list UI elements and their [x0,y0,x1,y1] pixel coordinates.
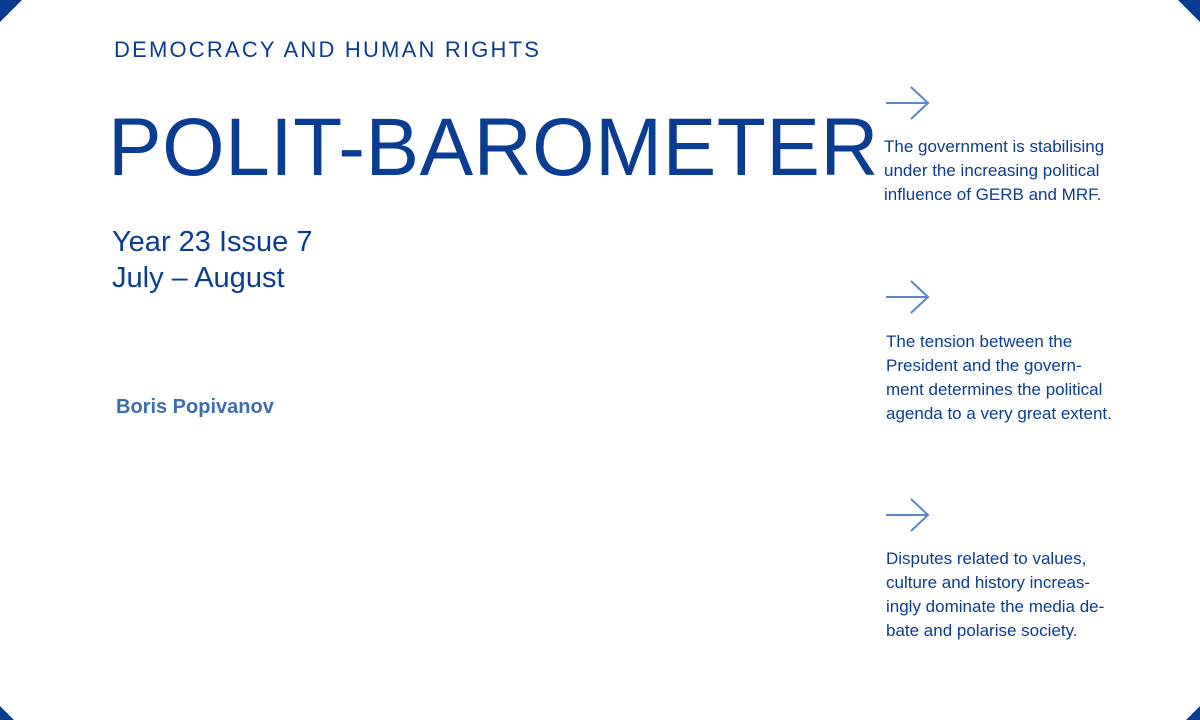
corner-decoration-top-left [0,0,22,22]
key-point-line: President and the govern- [886,356,1082,375]
key-point-line: The government is stabilising [884,137,1105,156]
author-name: Boris Popivanov [116,396,274,418]
corner-decoration-bottom-left [0,706,14,720]
arrow-right-icon [884,84,932,122]
issue-number: Year 23 Issue 7 [112,226,313,258]
page-title: POLIT-BAROMETER [108,102,879,193]
key-point-line: influence of GERB and MRF. [884,185,1102,204]
key-point-1 [884,84,1184,207]
key-point-line: bate and polarise society. [886,621,1078,640]
issue-period: July – August [112,262,285,294]
key-point-text [886,547,1184,643]
key-point-text [886,330,1184,426]
key-point-line: ingly dominate the media de- [886,597,1105,616]
key-point-line: culture and history increas- [886,573,1091,592]
key-point-line: under the increasing political [884,161,1100,180]
corner-decoration-bottom-right [1186,706,1200,720]
key-point-line: Disputes related to values, [886,549,1087,568]
issue-info [112,224,312,296]
key-point-3 [884,496,1184,643]
corner-decoration-top-right [1178,0,1200,22]
key-point-text [884,135,1184,207]
key-point-line: The tension between the [886,332,1073,351]
key-point-2 [884,278,1184,426]
series-label: DEMOCRACY AND HUMAN RIGHTS [114,37,542,62]
key-point-line: ment determines the political [886,380,1103,399]
arrow-right-icon [884,278,932,316]
arrow-right-icon [884,496,932,534]
key-point-line: agenda to a very great extent. [886,404,1112,423]
